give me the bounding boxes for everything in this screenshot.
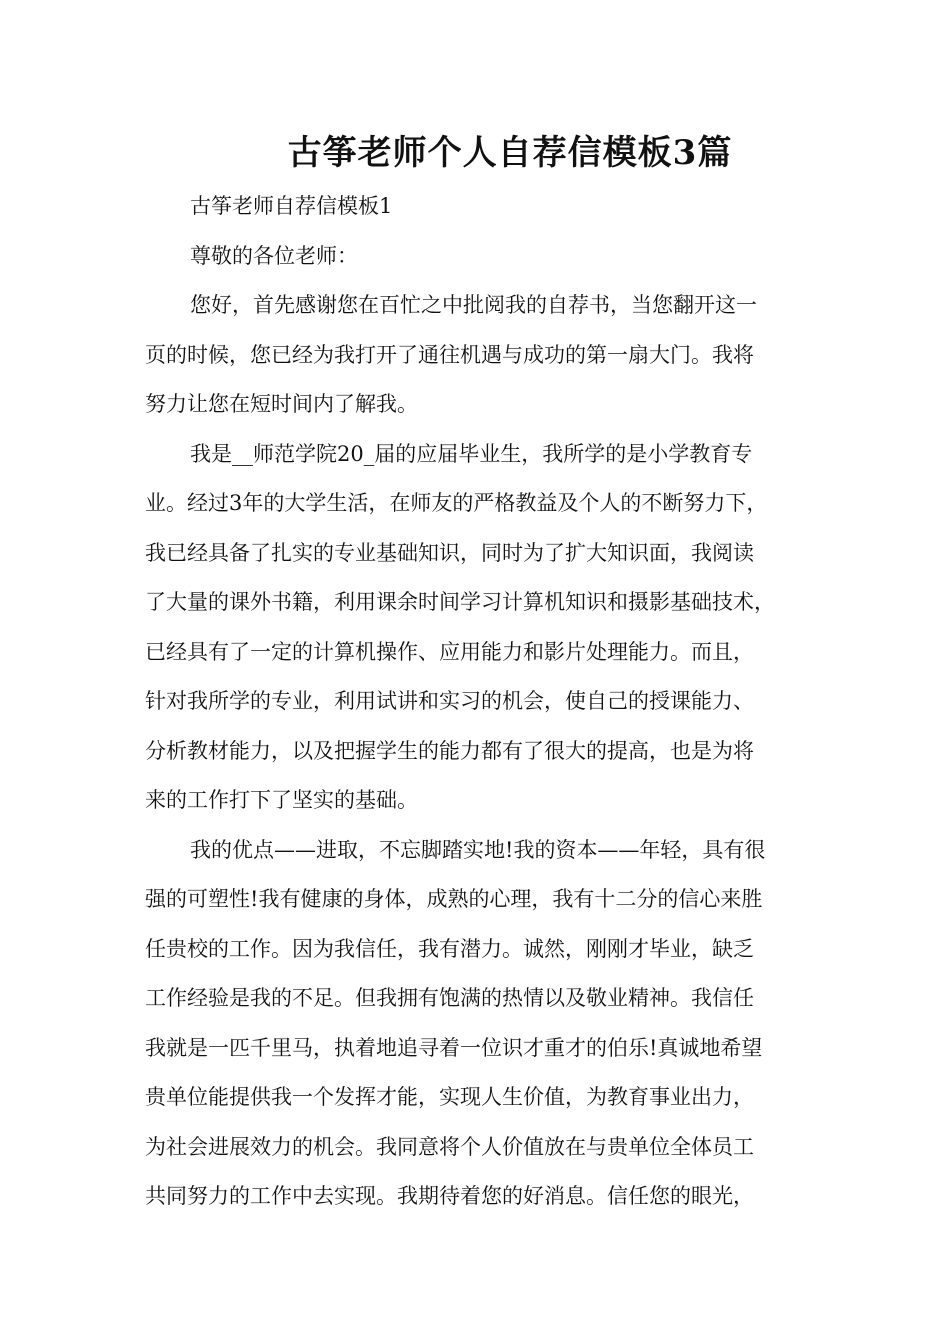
text-line: 努力让您在短时间内了解我。 (145, 392, 418, 416)
text-line: 任贵校的工作。因为我信任，我有潜力。诚然，刚刚才毕业，缺乏 (145, 936, 754, 961)
text-line: 我就是一匹千里马，执着地追寻着一位识才重才的伯乐!真诚地希望 (145, 1035, 763, 1060)
text-line: 业。经过3年的大学生活，在师友的严格教益及个人的不断努力下， (145, 491, 768, 515)
text-line: 尊敬的各位老师： (190, 243, 358, 268)
text-line: 强的可塑性!我有健康的身体，成熟的心理，我有十二分的信心来胜 (145, 887, 763, 911)
text-line: 已经具有了一定的计算机操作、应用能力和影片处理能力。而且， (145, 639, 754, 664)
text-line: 来的工作打下了坚实的基础。 (145, 788, 418, 812)
text-line: 我已经具备了扎实的专业基础知识，同时为了扩大知识面，我阅读 (145, 540, 754, 565)
text-line: 我的优点——进取，不忘脚踏实地!我的资本——年轻，具有很 (190, 837, 766, 862)
text-line: 古筝老师自荐信模板1 (190, 194, 393, 218)
text-line: 我是__师范学院20_届的应届毕业生，我所学的是小学教育专 (190, 441, 753, 466)
text-line: 针对我所学的专业，利用试讲和实习的机会，使自己的授课能力、 (145, 689, 754, 713)
text-line: 工作经验是我的不足。但我拥有饱满的热情以及敬业精神。我信任 (145, 986, 754, 1010)
text-line: 贵单位能提供我一个发挥才能，实现人生价值，为教育事业出力， (145, 1085, 754, 1109)
document-title: 古筝老师个人自荐信模板3篇 (287, 133, 733, 173)
document-body (145, 182, 825, 1222)
text-line: 为社会进展效力的机会。我同意将个人价值放在与贵单位全体员工 (145, 1134, 754, 1159)
text-line: 您好，首先感谢您在百忙之中批阅我的自荐书，当您翻开这一 (190, 293, 757, 317)
text-line: 了大量的课外书籍，利用课余时间学习计算机知识和摄影基础技术， (145, 590, 775, 614)
text-line: 分析教材能力，以及把握学生的能力都有了很大的提高，也是为将 (145, 738, 754, 763)
text-line: 页的时候，您已经为我打开了通往机遇与成功的第一扇大门。我将 (145, 342, 754, 367)
text-line: 共同努力的工作中去实现。我期待着您的好消息。信任您的眼光， (145, 1184, 754, 1208)
